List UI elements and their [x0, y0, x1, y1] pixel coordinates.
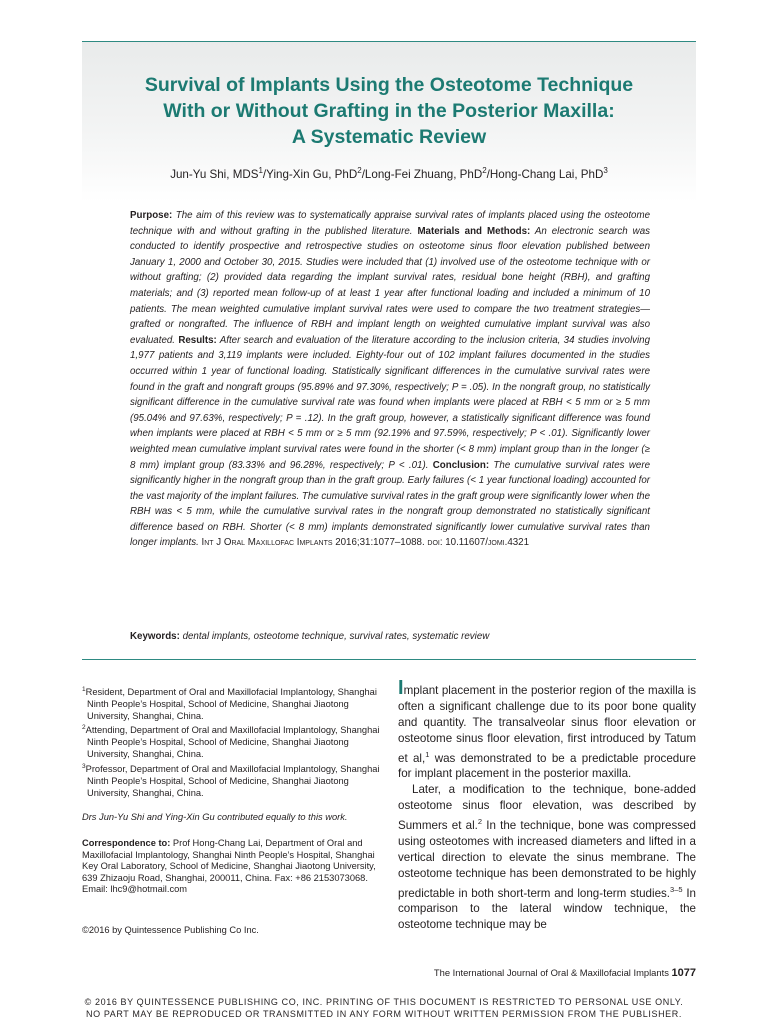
abstract-results-label: Results:	[178, 334, 217, 346]
contribution-note: Drs Jun-Yu Shi and Ying-Xin Gu contributed equally to this work.	[82, 812, 348, 822]
copyright-note: ©2016 by Quintessence Publishing Co Inc.	[82, 925, 259, 935]
body-p2-text-3: In comparison to the lateral window technique, the osteotome technique may be	[398, 886, 696, 932]
title-line-1: Survival of Implants Using the Osteotome Technique	[144, 74, 634, 96]
correspondence-label: Correspondence to:	[82, 838, 171, 848]
affiliation-3	[82, 761, 382, 799]
journal-name: The International Journal of Oral & Maxillofacial Implants	[433, 967, 672, 978]
keywords-label: Keywords:	[130, 631, 180, 642]
author-3: Long-Fei Zhuang, PhD	[364, 167, 483, 181]
author-4: Hong-Chang Lai, PhD	[489, 167, 604, 181]
affiliations	[82, 684, 382, 799]
notice-line-1: © 2016 BY QUINTESSENCE PUBLISHING CO, INC. PRINTING OF THIS DOCUMENT IS RESTRICTED TO PERSONAL USE ONLY.	[84, 997, 684, 1007]
abstract	[130, 208, 650, 551]
title-line-3: A Systematic Review	[291, 126, 487, 148]
author-3-sup: 2	[482, 166, 487, 175]
page-number: 1077	[671, 967, 696, 979]
affiliation-2-text: Attending, Department of Oral and Maxillofacial Implantology, Shanghai Ninth People’s Hospital, School of Medicine, Shanghai Jiaotong University, Shanghai, China.	[85, 725, 380, 760]
body-paragraph-1	[398, 677, 697, 782]
affiliation-3-sup: 3	[82, 762, 86, 770]
keywords-text: dental implants, osteotome technique, survival rates, systematic review	[179, 631, 490, 642]
author-4-sup: 3	[603, 166, 608, 175]
body-text	[398, 677, 697, 933]
body-p2-text: Later, a modification to the technique, bone-added osteotome sinus floor elevation, was described by Summers et al.	[398, 783, 696, 832]
affiliation-2	[82, 722, 382, 760]
abstract-conclusion-text: The cumulative survival rates were significantly higher in the nongraft group than in the graft group. Early failures (< 1 year functional loading) accounted for the vast majority of the implant failures. The cumulative survival rates in the graft group were significantly lower when the RBH was < 5 mm, while the cumulative survival rates in the nongraft group demonstrated no statistically significant difference based on RBH. Shorter (< 8 mm) implants demonstrated significantly lower cumulative survival rates than longer implants.	[130, 459, 651, 549]
article-title	[82, 72, 696, 150]
affiliation-1	[82, 684, 382, 722]
section-rule	[82, 659, 696, 660]
abstract-conclusion-label: Conclusion:	[432, 459, 490, 471]
body-p1-text: mplant placement in the posterior region of the maxilla is often a significant challenge due to its poor bone quality and quantity. The transalveolar sinus floor elevation or osteotome sinus floor elevation, first introduced by Tatum et al,	[398, 684, 696, 765]
author-sep: /	[486, 167, 490, 181]
copyright-notice	[0, 996, 768, 1020]
author-sep: /	[361, 167, 365, 181]
body-p2-text-2: In the technique, bone was compressed using osteotomes with increased diameters and lifted in a vertical direction to elevate the sinus membrane. The osteotome technique has been demonstrated to be highly predictable in both short-term and long-term studies.	[398, 818, 696, 900]
abstract-methods-text: An electronic search was conducted to identify prospective and retrospective studies on osteotome sinus floor elevation published between January 1, 2000 and October 30, 2015. Studies were included that (1) involved use of the osteotome technique with or without grafting; (2) provided data regarding the implant survival rates, residual bone height (RBH), and grafting materials; and (3) reported mean follow-up of at least 1 year after functional loading and included a minimum of 10 patients. The mean weighted cumulative implant survival rates were used to compare the two treatment strategies—grafted or nongrafted. The influence of RBH and implant length on weighted cumulative implant survival was also evaluated.	[130, 225, 650, 346]
author-sep: /	[262, 167, 267, 181]
correspondence-text: Prof Hong-Chang Lai, Department of Oral and Maxillofacial Implantology, Shanghai Ninth People’s Hospital, Shanghai Key Oral Laboratory, School of Medicine, Shanghai Jiaotong University, 639 Zhizaoju Road, Shanghai, 200011, China. Fax: +86 2153073068. Email: lhc9@hotmail.com	[82, 838, 376, 895]
abstract-results-text: After search and evaluation of the literature according to the inclusion criteria, 34 studies involving 1,977 patients and 3,119 implants were included. Eighty-four out of 102 implant failures documented in the studies occurred within 1 year of functional loading. Statistically significant differences in the cumulative survival rates were found in the graft and nongraft groups (95.89% and 97.30%, respectively; P = .05). In the nongraft group, no statistically significant difference in the cumulative survival rate was found when implants were placed at RBH < 5 mm or ≥ 5 mm (95.04% and 97.63%, respectively; P = .12). In the graft group, however, a statistically significant difference was found when implants were placed at RBH < 5 mm or ≥ 5 mm (92.19% and 97.59%, respectively; P < .01). Significantly lower weighted mean cumulative implant survival rates were found in the shorter (< 8 mm) implant group than in the longer (≥ 8 mm) implant group (83.33% and 96.28%, respectively; P < .01).	[130, 334, 650, 471]
author-1: Jun-Yu Shi, MDS	[170, 167, 259, 181]
body-p1-text-2: was demonstrated to be a predictable procedure for implant placement in the posterior maxilla.	[398, 751, 697, 781]
author-list	[82, 166, 696, 181]
citation-sup: 2	[477, 817, 483, 827]
keywords	[130, 631, 650, 642]
body-paragraph-2	[398, 782, 696, 933]
affiliation-1-text: Resident, Department of Oral and Maxillofacial Implantology, Shanghai Ninth People’s Hospital, School of Medicine, Shanghai Jiaotong University, Shanghai, China.	[85, 687, 377, 721]
abstract-citation: Int J Oral Maxillofac Implants 2016;31:1077–1088. doi: 10.11607/jomi.4321	[198, 537, 530, 549]
drop-cap: I	[398, 677, 404, 699]
correspondence	[82, 838, 382, 896]
author-2: Ying-Xin Gu, PhD	[266, 167, 358, 181]
abstract-purpose-label: Purpose:	[130, 210, 173, 221]
abstract-methods-label: Materials and Methods:	[417, 225, 531, 237]
notice-line-2: NO PART MAY BE REPRODUCED OR TRANSMITTED IN ANY FORM WITHOUT WRITTEN PERMISSION FROM THE PUBLISHER.	[86, 1009, 682, 1019]
affiliation-2-sup: 2	[82, 724, 86, 732]
author-2-sup: 2	[357, 166, 362, 175]
running-footer	[434, 967, 696, 979]
abstract-purpose-text: The aim of this review was to systematically appraise survival rates of implants placed using the osteotome technique with and without grafting in the published literature.	[130, 210, 650, 237]
title-line-2: With or Without Grafting in the Posterior Maxilla:	[163, 100, 615, 122]
citation-sup: 1	[425, 749, 430, 759]
affiliation-3-text: Professor, Department of Oral and Maxillofacial Implantology, Shanghai Ninth People’s Hospital, School of Medicine, Shanghai Jiaotong University, Shanghai, China.	[85, 764, 380, 798]
affiliation-1-sup: 1	[82, 686, 86, 693]
citation-sup: 3–5	[670, 884, 683, 894]
author-1-sup: 1	[258, 166, 263, 175]
